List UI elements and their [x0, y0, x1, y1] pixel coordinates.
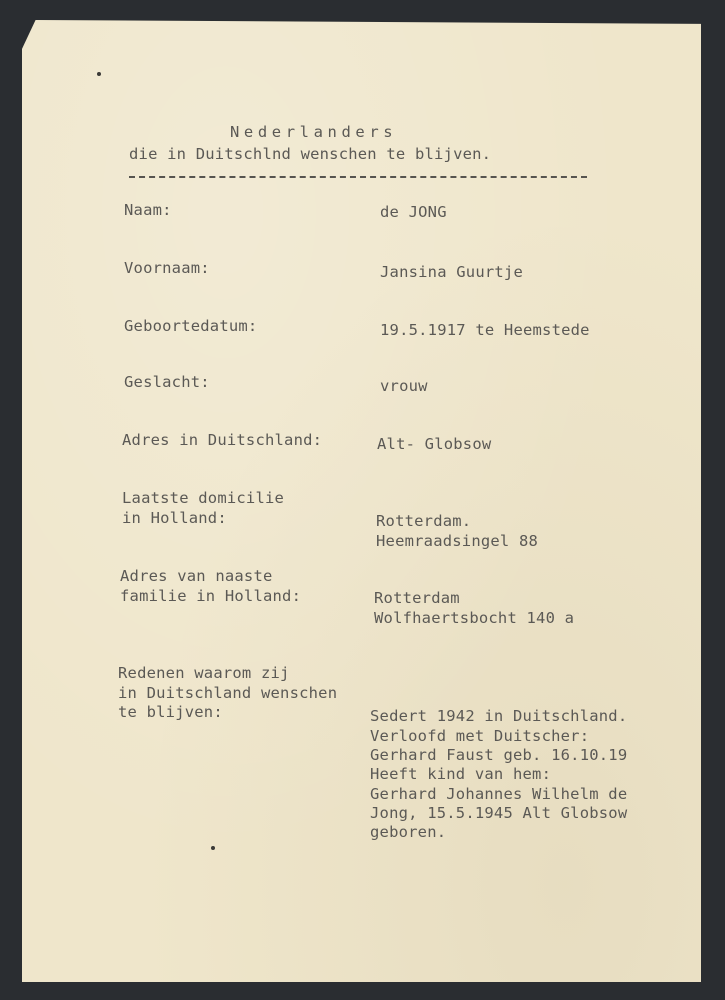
value-redenen-2: Verloofd met Duitscher:	[370, 727, 590, 745]
value-redenen-3: Gerhard Faust geb. 16.10.19	[370, 746, 628, 764]
value-laatste-domicilie-2: Heemraadsingel 88	[376, 532, 539, 550]
value-redenen-7: geboren.	[370, 823, 447, 841]
label-naam: Naam:	[124, 201, 172, 219]
value-adres-familie-2: Wolfhaertsbocht 140 a	[374, 609, 575, 627]
label-redenen-2: in Duitschland wenschen	[118, 684, 338, 702]
ink-speck	[97, 72, 101, 76]
value-geboortedatum: 19.5.1917 te Heemstede	[380, 321, 590, 339]
document-subtitle: die in Duitschlnd wenschen te blijven.	[129, 145, 492, 163]
title-underline	[129, 176, 587, 178]
value-voornaam: Jansina Guurtje	[380, 263, 523, 281]
ink-speck	[211, 846, 215, 850]
label-laatste-domicilie-1: Laatste domicilie	[122, 489, 285, 507]
label-geboortedatum: Geboortedatum:	[124, 317, 258, 335]
value-naam: de JONG	[380, 203, 447, 221]
label-adres-familie-2: familie in Holland:	[120, 587, 302, 605]
value-adres-duitschland: Alt- Globsow	[377, 435, 492, 453]
label-adres-familie-1: Adres van naaste	[120, 567, 273, 585]
value-redenen-6: Jong, 15.5.1945 Alt Globsow	[370, 804, 628, 822]
value-adres-familie-1: Rotterdam	[374, 589, 460, 607]
value-laatste-domicilie-1: Rotterdam.	[376, 512, 472, 530]
label-geslacht: Geslacht:	[124, 373, 210, 391]
document-title: Nederlanders	[230, 123, 398, 141]
label-redenen-3: te blijven:	[118, 703, 223, 721]
value-geslacht: vrouw	[380, 377, 428, 395]
label-adres-duitschland: Adres in Duitschland:	[122, 431, 323, 449]
label-redenen-1: Redenen waarom zij	[118, 664, 290, 682]
value-redenen-4: Heeft kind van hem:	[370, 765, 552, 783]
label-laatste-domicilie-2: in Holland:	[122, 509, 227, 527]
label-voornaam: Voornaam:	[124, 259, 210, 277]
value-redenen-5: Gerhard Johannes Wilhelm de	[370, 785, 628, 803]
value-redenen-1: Sedert 1942 in Duitschland.	[370, 707, 628, 725]
